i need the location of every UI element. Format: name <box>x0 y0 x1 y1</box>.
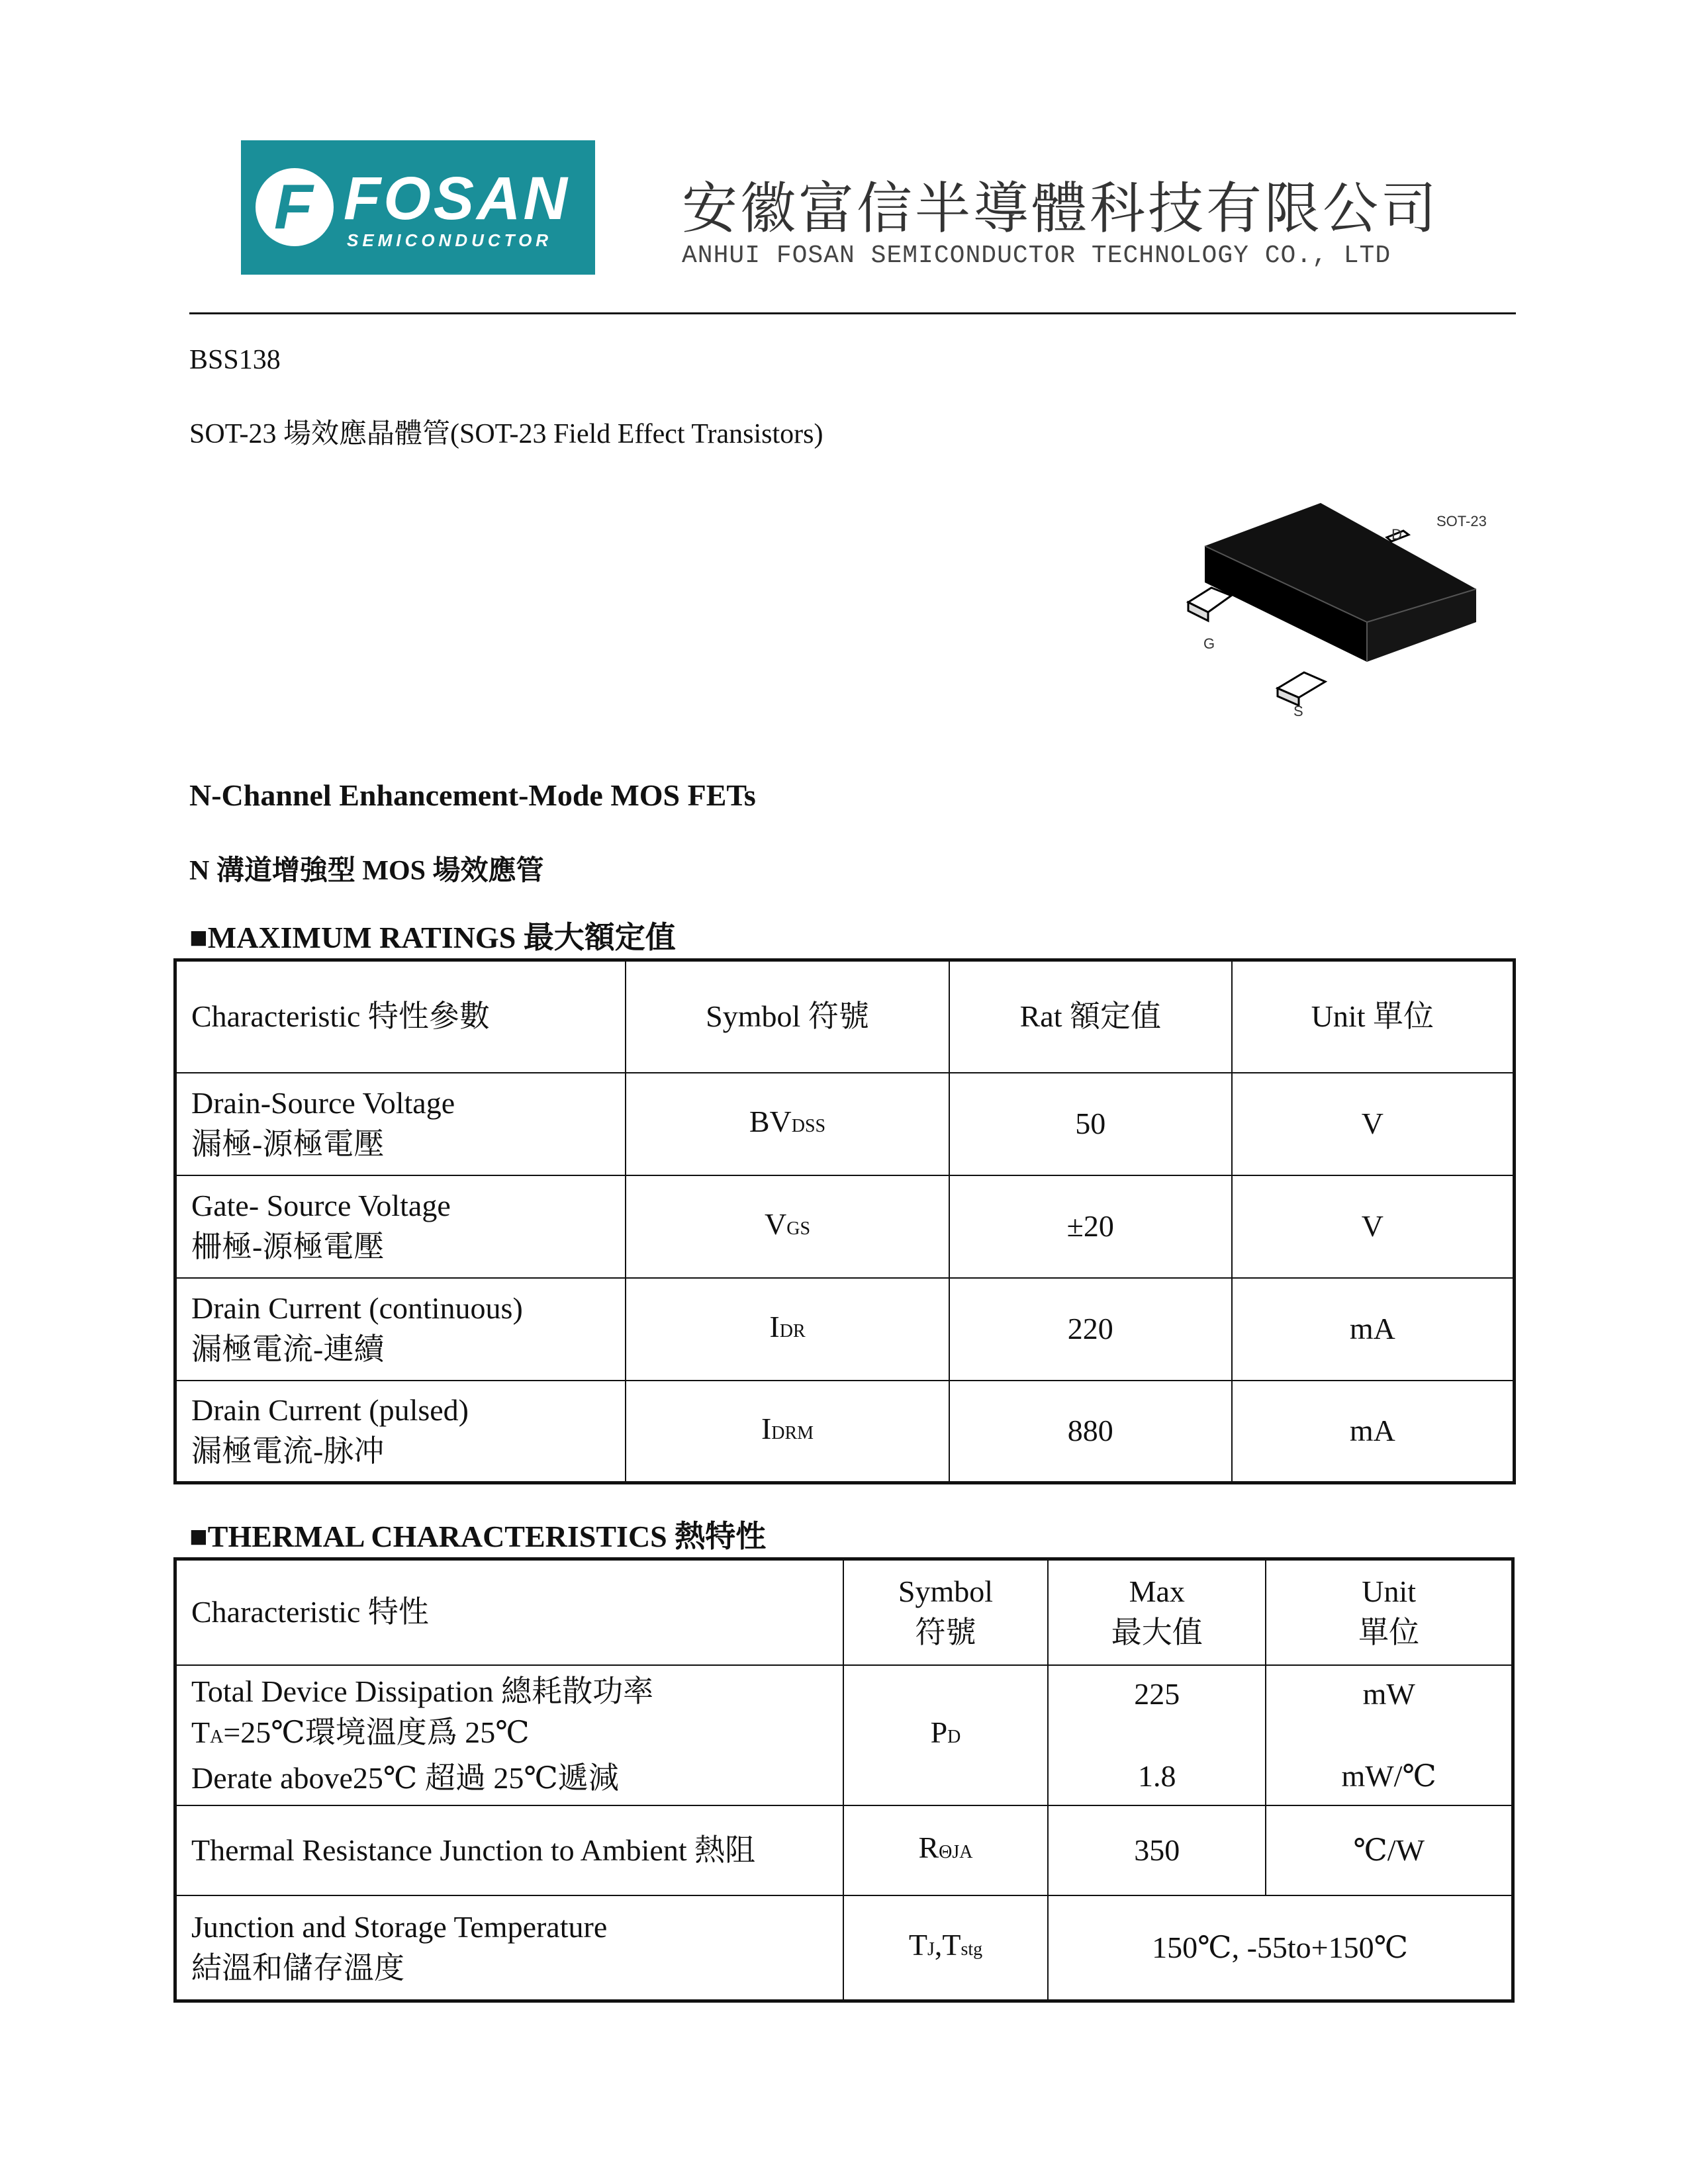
unit-cell: V <box>1232 1175 1515 1278</box>
symbol-cell <box>626 1381 949 1483</box>
dissipation-line1: Total Device Dissipation 總耗散功率 <box>191 1674 654 1708</box>
table-row <box>175 1381 1515 1483</box>
characteristic-cell <box>175 1381 626 1483</box>
pin-label-g: G <box>1203 635 1215 652</box>
symbol-cell: RΘJA <box>843 1805 1048 1895</box>
value-cell: ±20 <box>949 1175 1232 1278</box>
table-header-row <box>175 960 1515 1073</box>
package-description: SOT-23 場效應晶體管(SOT-23 Field Effect Transistors) <box>189 419 823 449</box>
unit-cell: mA <box>1232 1278 1515 1381</box>
characteristic-en: Drain-Source Voltage <box>191 1086 455 1120</box>
col-header-symbol <box>843 1559 1048 1665</box>
characteristic-en: Junction and Storage Temperature <box>191 1909 608 1944</box>
company-logo <box>241 140 595 275</box>
unit-cell: V <box>1232 1073 1515 1175</box>
symbol-cell: TJ,Tstg <box>843 1895 1048 2001</box>
symbol-cell <box>626 1278 949 1381</box>
col-header-symbol-cn: 符號 <box>915 1615 976 1650</box>
value-derate: 1.8 <box>1138 1758 1176 1793</box>
unit-cell: mA <box>1232 1381 1515 1483</box>
col-header-unit-en: Unit <box>1362 1574 1417 1609</box>
table-row <box>175 1278 1515 1381</box>
symbol-cell <box>626 1175 949 1278</box>
value-cell <box>1048 1665 1266 1805</box>
col-header-unit: Unit 單位 <box>1232 960 1515 1073</box>
max-ratings-heading: ■MAXIMUM RATINGS 最大額定值 <box>189 921 676 954</box>
pin-label-d: D <box>1391 526 1402 543</box>
temperature-range-cell: 150℃, -55to+150℃ <box>1048 1895 1513 2001</box>
symbol-main: V <box>764 1206 787 1241</box>
logo-mark: F <box>256 168 334 246</box>
table-header-row <box>175 1559 1513 1665</box>
table-row <box>175 1805 1513 1895</box>
characteristic-cn: 漏極電流-連續 <box>191 1332 385 1366</box>
sot23-package-image <box>1185 503 1503 721</box>
col-header-rating: Rat 額定值 <box>949 960 1232 1073</box>
symbol-main: I <box>761 1411 772 1445</box>
symbol-main: BV <box>749 1104 792 1138</box>
symbol-subscript: DRM <box>771 1422 814 1443</box>
characteristic-cn: 柵極-源極電壓 <box>191 1230 385 1263</box>
value-cell: 350 <box>1048 1805 1266 1895</box>
characteristic-en: Drain Current (continuous) <box>191 1291 523 1325</box>
unit-cell <box>1266 1665 1513 1805</box>
characteristic-cell <box>175 1073 626 1175</box>
col-header-unit <box>1266 1559 1513 1665</box>
company-name-en: ANHUI FOSAN SEMICONDUCTOR TECHNOLOGY CO., LTD <box>682 242 1391 270</box>
symbol-cell: PD <box>843 1665 1048 1805</box>
value-cell: 50 <box>949 1073 1232 1175</box>
pin-label-s: S <box>1293 703 1303 719</box>
thermal-table <box>173 1557 1515 2003</box>
characteristic-cell <box>175 1895 843 2001</box>
company-name-cn: 安徽富信半導體科技有限公司 <box>682 176 1440 241</box>
characteristic-cell: Thermal Resistance Junction to Ambient 熱阻 <box>175 1805 843 1895</box>
col-header-characteristic: Characteristic 特性參數 <box>175 960 626 1073</box>
characteristic-cell <box>175 1278 626 1381</box>
col-header-max <box>1048 1559 1266 1665</box>
table-row <box>175 1073 1515 1175</box>
symbol-cell <box>626 1073 949 1175</box>
characteristic-en: Drain Current (pulsed) <box>191 1393 469 1428</box>
part-number: BSS138 <box>189 345 281 375</box>
col-header-max-cn: 最大值 <box>1111 1615 1203 1650</box>
max-ratings-table <box>173 958 1516 1484</box>
product-title-en: N-Channel Enhancement-Mode MOS FETs <box>189 778 756 812</box>
col-header-symbol: Symbol 符號 <box>626 960 949 1073</box>
value-cell: 220 <box>949 1278 1232 1381</box>
value-cell: 880 <box>949 1381 1232 1483</box>
characteristic-cn: 漏極電流-脉冲 <box>191 1434 385 1469</box>
symbol-main: I <box>769 1309 780 1343</box>
header-divider <box>189 312 1516 314</box>
product-title-cn: N 溝道增強型 MOS 場效應管 <box>189 856 544 886</box>
logo-subtitle: SEMICONDUCTOR <box>347 230 553 250</box>
dissipation-line2: TA=25℃環境溫度爲 25℃ <box>191 1715 530 1749</box>
table-row <box>175 1665 1513 1805</box>
package-label: SOT-23 <box>1436 513 1487 529</box>
unit-cell: ℃/W <box>1266 1805 1513 1895</box>
thermal-heading: ■THERMAL CHARACTERISTICS 熱特性 <box>189 1520 767 1553</box>
col-header-max-en: Max <box>1129 1574 1185 1609</box>
characteristic-cell <box>175 1175 626 1278</box>
value-power: 225 <box>1134 1676 1180 1711</box>
col-header-unit-cn: 單位 <box>1358 1615 1420 1650</box>
unit-power: mW <box>1362 1676 1415 1711</box>
col-header-characteristic: Characteristic 特性 <box>175 1559 843 1665</box>
characteristic-cell <box>175 1665 843 1805</box>
characteristic-cn: 漏極-源極電壓 <box>191 1127 385 1161</box>
dissipation-line3: Derate above25℃ 超過 25℃遞減 <box>191 1761 619 1795</box>
symbol-subscript: GS <box>786 1218 811 1239</box>
symbol-subscript: DR <box>779 1320 806 1342</box>
symbol-subscript: DSS <box>791 1115 826 1136</box>
table-row <box>175 1175 1515 1278</box>
col-header-symbol-en: Symbol <box>898 1574 994 1609</box>
unit-derate: mW/℃ <box>1341 1758 1436 1793</box>
table-row <box>175 1895 1513 2001</box>
logo-brand: FOSAN <box>344 165 570 232</box>
characteristic-cn: 結溫和儲存溫度 <box>191 1950 404 1985</box>
characteristic-en: Gate- Source Voltage <box>191 1189 451 1222</box>
